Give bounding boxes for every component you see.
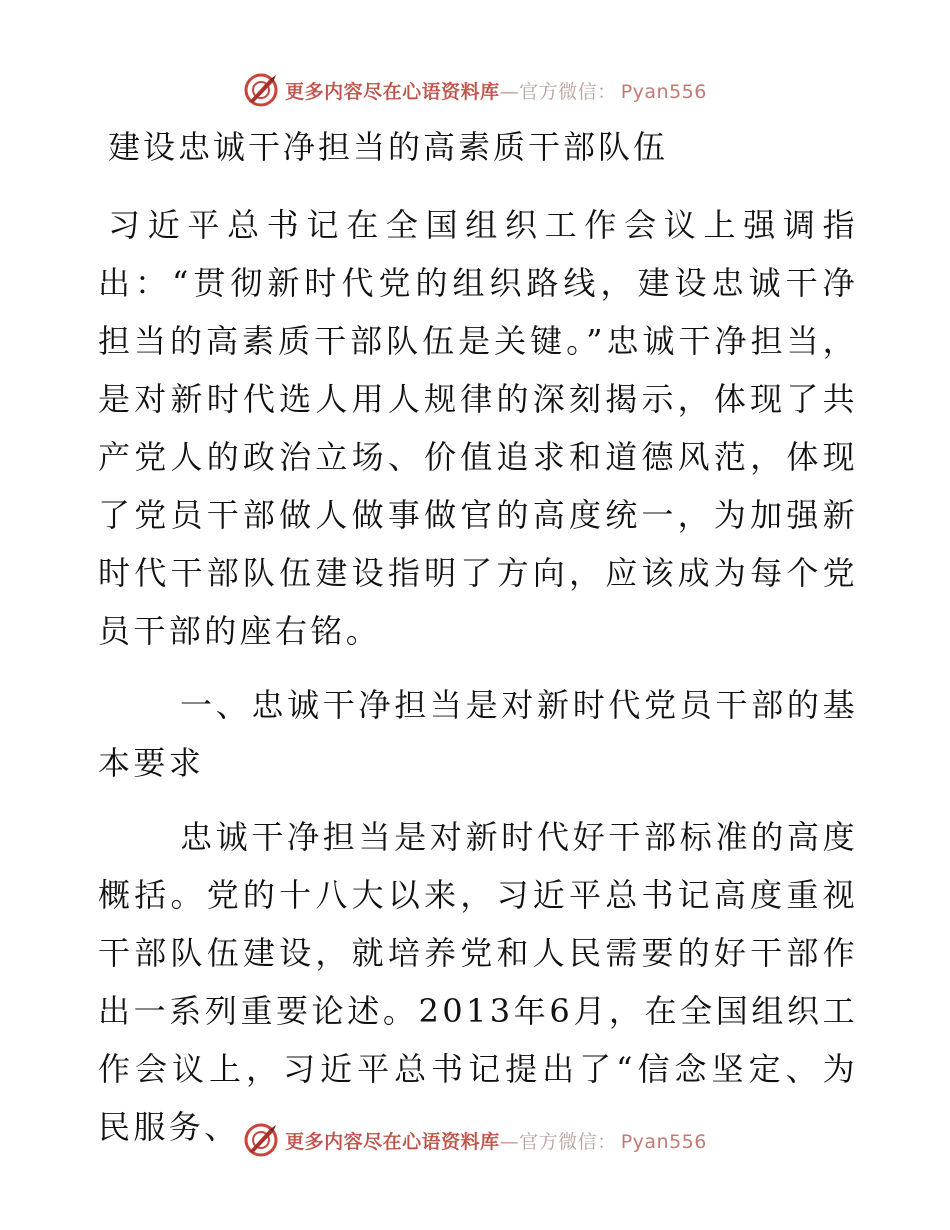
watermark-brand: 更多内容尽在心语资料库 bbox=[285, 1130, 500, 1153]
watermark-text bbox=[285, 1127, 707, 1154]
watermark-brand: 更多内容尽在心语资料库 bbox=[285, 80, 500, 103]
intro-paragraph: 习近平总书记在全国组织工作会议上强调指出：“贯彻新时代党的组织路线，建设忠诚干净担当的高素质干部队伍是关键。”忠诚干净担当，是对新时代选人用人规律的深刻揭示，体现了共产党人的政治立场、价值追求和道德风范，体现了党员干部做人做事做官的高度统一，为加强新时代干部队伍建设指明了方向，应该成为每个党员干部的座右铭。 bbox=[98, 206, 858, 650]
header-watermark bbox=[0, 72, 950, 108]
footer-watermark bbox=[0, 1122, 950, 1158]
watermark-label: 官方微信： bbox=[519, 1130, 617, 1153]
section-paragraph: 忠诚干净担当是对新时代好干部标准的高度概括。党的十八大以来，习近平总书记高度重视干部队伍建设，就培养党和人民需要的好干部作出一系列重要论述。2013年6月，在全国组织工作会议上，习近平总书记提出了“信念坚定、为民服务、 bbox=[98, 818, 858, 1146]
watermark-dash: — bbox=[499, 80, 520, 103]
section-heading: 一、忠诚干净担当是对新时代党员干部的基本要求 bbox=[98, 686, 858, 782]
quill-logo-icon bbox=[243, 72, 279, 108]
document-title: 建设忠诚干净担当的高素质干部队伍 bbox=[108, 128, 669, 166]
watermark-dash: — bbox=[499, 1130, 520, 1153]
watermark-wechat-id: Pyan556 bbox=[620, 80, 707, 103]
watermark-text bbox=[285, 77, 707, 104]
watermark-label: 官方微信： bbox=[519, 80, 617, 103]
watermark-wechat-id: Pyan556 bbox=[620, 1130, 707, 1153]
quill-logo-icon bbox=[243, 1122, 279, 1158]
